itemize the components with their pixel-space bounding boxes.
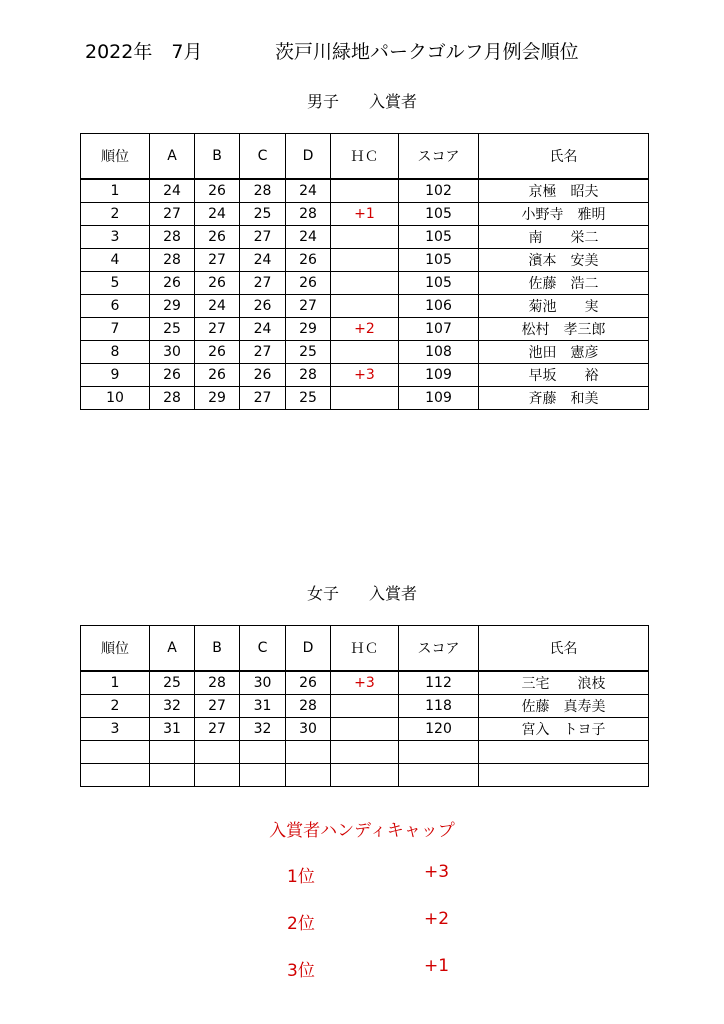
women-table-header-row bbox=[81, 626, 649, 672]
cell-hc bbox=[331, 272, 399, 295]
cell-d: 24 bbox=[286, 179, 331, 203]
cell-score: 105 bbox=[399, 272, 479, 295]
cell-b: 26 bbox=[195, 272, 240, 295]
cell-c: 24 bbox=[240, 318, 286, 341]
cell-c: 25 bbox=[240, 203, 286, 226]
col-header-name: 氏名 bbox=[479, 626, 649, 672]
women-section-title-a: 女子 bbox=[306, 584, 339, 603]
women-section-title bbox=[0, 581, 724, 604]
cell-d: 28 bbox=[286, 364, 331, 387]
cell-d bbox=[286, 741, 331, 764]
men-section-title-a: 男子 bbox=[306, 92, 339, 111]
cell-b: 26 bbox=[195, 179, 240, 203]
col-header-rank: 順位 bbox=[81, 626, 150, 672]
cell-c: 26 bbox=[240, 364, 286, 387]
cell-b: 27 bbox=[195, 695, 240, 718]
cell-hc: +3 bbox=[331, 364, 399, 387]
cell-hc: +3 bbox=[331, 671, 399, 695]
cell-name: 早坂 裕 bbox=[479, 364, 649, 387]
handicap-value-3: +1 bbox=[424, 956, 450, 976]
table-row bbox=[81, 179, 649, 203]
col-header-hc: ＨＣ bbox=[331, 134, 399, 180]
col-header-c: C bbox=[240, 134, 286, 180]
table-row bbox=[81, 364, 649, 387]
cell-a: 28 bbox=[150, 387, 195, 410]
cell-score: 105 bbox=[399, 226, 479, 249]
page-title-date: 2022年 7月 bbox=[85, 41, 203, 63]
col-header-d: D bbox=[286, 626, 331, 672]
cell-rank: 3 bbox=[81, 718, 150, 741]
page-title bbox=[0, 37, 724, 65]
cell-c: 27 bbox=[240, 341, 286, 364]
cell-name: 佐藤 真寿美 bbox=[479, 695, 649, 718]
cell-d bbox=[286, 764, 331, 787]
cell-name bbox=[479, 741, 649, 764]
col-header-name: 氏名 bbox=[479, 134, 649, 180]
cell-rank: 2 bbox=[81, 695, 150, 718]
cell-a: 24 bbox=[150, 179, 195, 203]
cell-hc bbox=[331, 226, 399, 249]
men-table-body bbox=[81, 179, 649, 410]
cell-c: 27 bbox=[240, 387, 286, 410]
cell-hc bbox=[331, 179, 399, 203]
cell-score: 108 bbox=[399, 341, 479, 364]
cell-score bbox=[399, 764, 479, 787]
table-row bbox=[81, 671, 649, 695]
table-row bbox=[81, 272, 649, 295]
cell-b: 26 bbox=[195, 364, 240, 387]
cell-score: 120 bbox=[399, 718, 479, 741]
cell-score: 107 bbox=[399, 318, 479, 341]
cell-hc bbox=[331, 718, 399, 741]
cell-a: 31 bbox=[150, 718, 195, 741]
cell-d: 30 bbox=[286, 718, 331, 741]
table-row bbox=[81, 226, 649, 249]
cell-c: 28 bbox=[240, 179, 286, 203]
table-row bbox=[81, 387, 649, 410]
cell-rank: 9 bbox=[81, 364, 150, 387]
table-row bbox=[81, 295, 649, 318]
table-row bbox=[81, 741, 649, 764]
cell-rank: 2 bbox=[81, 203, 150, 226]
cell-rank: 5 bbox=[81, 272, 150, 295]
cell-name: 三宅 浪枝 bbox=[479, 671, 649, 695]
cell-a: 25 bbox=[150, 671, 195, 695]
men-section-title-b: 入賞者 bbox=[369, 92, 418, 111]
cell-rank: 4 bbox=[81, 249, 150, 272]
cell-d: 25 bbox=[286, 387, 331, 410]
table-row bbox=[81, 718, 649, 741]
col-header-score: スコア bbox=[399, 626, 479, 672]
cell-d: 26 bbox=[286, 272, 331, 295]
cell-d: 26 bbox=[286, 249, 331, 272]
col-header-a: A bbox=[150, 626, 195, 672]
cell-rank bbox=[81, 764, 150, 787]
cell-a: 28 bbox=[150, 226, 195, 249]
table-row bbox=[81, 318, 649, 341]
cell-name: 小野寺 雅明 bbox=[479, 203, 649, 226]
col-header-c: C bbox=[240, 626, 286, 672]
table-row bbox=[81, 764, 649, 787]
cell-a: 27 bbox=[150, 203, 195, 226]
cell-hc bbox=[331, 695, 399, 718]
cell-b: 28 bbox=[195, 671, 240, 695]
cell-c: 32 bbox=[240, 718, 286, 741]
cell-b: 26 bbox=[195, 226, 240, 249]
women-results-table bbox=[80, 625, 649, 787]
handicap-rank-2: 2位 bbox=[287, 914, 315, 934]
cell-d: 24 bbox=[286, 226, 331, 249]
cell-a: 32 bbox=[150, 695, 195, 718]
cell-b: 24 bbox=[195, 203, 240, 226]
cell-d: 26 bbox=[286, 671, 331, 695]
cell-rank: 8 bbox=[81, 341, 150, 364]
handicap-value-2: +2 bbox=[424, 909, 450, 929]
cell-d: 25 bbox=[286, 341, 331, 364]
cell-rank: 1 bbox=[81, 671, 150, 695]
cell-a: 30 bbox=[150, 341, 195, 364]
cell-b: 26 bbox=[195, 341, 240, 364]
cell-hc bbox=[331, 387, 399, 410]
women-table-body bbox=[81, 671, 649, 787]
cell-hc bbox=[331, 764, 399, 787]
col-header-score: スコア bbox=[399, 134, 479, 180]
cell-b bbox=[195, 764, 240, 787]
cell-b: 27 bbox=[195, 718, 240, 741]
cell-hc bbox=[331, 341, 399, 364]
cell-c: 31 bbox=[240, 695, 286, 718]
cell-b: 27 bbox=[195, 318, 240, 341]
cell-score: 112 bbox=[399, 671, 479, 695]
cell-rank: 3 bbox=[81, 226, 150, 249]
page-title-heading: 茨戸川緑地パークゴルフ月例会順位 bbox=[275, 41, 579, 63]
col-header-b: B bbox=[195, 626, 240, 672]
col-header-b: B bbox=[195, 134, 240, 180]
handicap-title: 入賞者ハンディキャップ bbox=[269, 821, 455, 841]
cell-score: 118 bbox=[399, 695, 479, 718]
cell-score: 105 bbox=[399, 249, 479, 272]
cell-c: 27 bbox=[240, 226, 286, 249]
col-header-a: A bbox=[150, 134, 195, 180]
cell-c: 24 bbox=[240, 249, 286, 272]
cell-c: 30 bbox=[240, 671, 286, 695]
cell-d: 27 bbox=[286, 295, 331, 318]
cell-a bbox=[150, 741, 195, 764]
cell-name: 宮入 トヨ子 bbox=[479, 718, 649, 741]
cell-rank: 6 bbox=[81, 295, 150, 318]
handicap-rank-3: 3位 bbox=[287, 961, 315, 981]
women-section-title-b: 入賞者 bbox=[369, 584, 418, 603]
cell-b: 27 bbox=[195, 249, 240, 272]
cell-name: 斉藤 和美 bbox=[479, 387, 649, 410]
cell-hc bbox=[331, 741, 399, 764]
cell-c bbox=[240, 741, 286, 764]
cell-hc: +2 bbox=[331, 318, 399, 341]
cell-rank: 10 bbox=[81, 387, 150, 410]
cell-c: 26 bbox=[240, 295, 286, 318]
col-header-d: D bbox=[286, 134, 331, 180]
cell-rank bbox=[81, 741, 150, 764]
cell-name: 濱本 安美 bbox=[479, 249, 649, 272]
cell-a: 26 bbox=[150, 272, 195, 295]
cell-name: 池田 憲彦 bbox=[479, 341, 649, 364]
cell-name bbox=[479, 764, 649, 787]
cell-name: 松村 孝三郎 bbox=[479, 318, 649, 341]
table-row bbox=[81, 695, 649, 718]
cell-score bbox=[399, 741, 479, 764]
cell-d: 28 bbox=[286, 695, 331, 718]
cell-hc bbox=[331, 249, 399, 272]
cell-name: 南 栄二 bbox=[479, 226, 649, 249]
cell-c bbox=[240, 764, 286, 787]
cell-hc bbox=[331, 295, 399, 318]
cell-a: 25 bbox=[150, 318, 195, 341]
table-row bbox=[81, 249, 649, 272]
cell-b bbox=[195, 741, 240, 764]
cell-b: 24 bbox=[195, 295, 240, 318]
cell-hc: +1 bbox=[331, 203, 399, 226]
cell-c: 27 bbox=[240, 272, 286, 295]
cell-a: 28 bbox=[150, 249, 195, 272]
cell-rank: 1 bbox=[81, 179, 150, 203]
cell-score: 106 bbox=[399, 295, 479, 318]
cell-b: 29 bbox=[195, 387, 240, 410]
cell-score: 105 bbox=[399, 203, 479, 226]
table-row bbox=[81, 203, 649, 226]
cell-name: 京極 昭夫 bbox=[479, 179, 649, 203]
cell-rank: 7 bbox=[81, 318, 150, 341]
col-header-hc: ＨＣ bbox=[331, 626, 399, 672]
men-results-table bbox=[80, 133, 649, 410]
men-section-title bbox=[0, 89, 724, 112]
handicap-rank-1: 1位 bbox=[287, 867, 315, 887]
cell-score: 102 bbox=[399, 179, 479, 203]
cell-score: 109 bbox=[399, 364, 479, 387]
cell-a: 26 bbox=[150, 364, 195, 387]
cell-score: 109 bbox=[399, 387, 479, 410]
col-header-rank: 順位 bbox=[81, 134, 150, 180]
cell-name: 菊池 実 bbox=[479, 295, 649, 318]
cell-name: 佐藤 浩二 bbox=[479, 272, 649, 295]
cell-d: 28 bbox=[286, 203, 331, 226]
handicap-value-1: +3 bbox=[424, 862, 450, 882]
cell-d: 29 bbox=[286, 318, 331, 341]
cell-a: 29 bbox=[150, 295, 195, 318]
cell-a bbox=[150, 764, 195, 787]
men-table-header-row bbox=[81, 134, 649, 180]
table-row bbox=[81, 341, 649, 364]
